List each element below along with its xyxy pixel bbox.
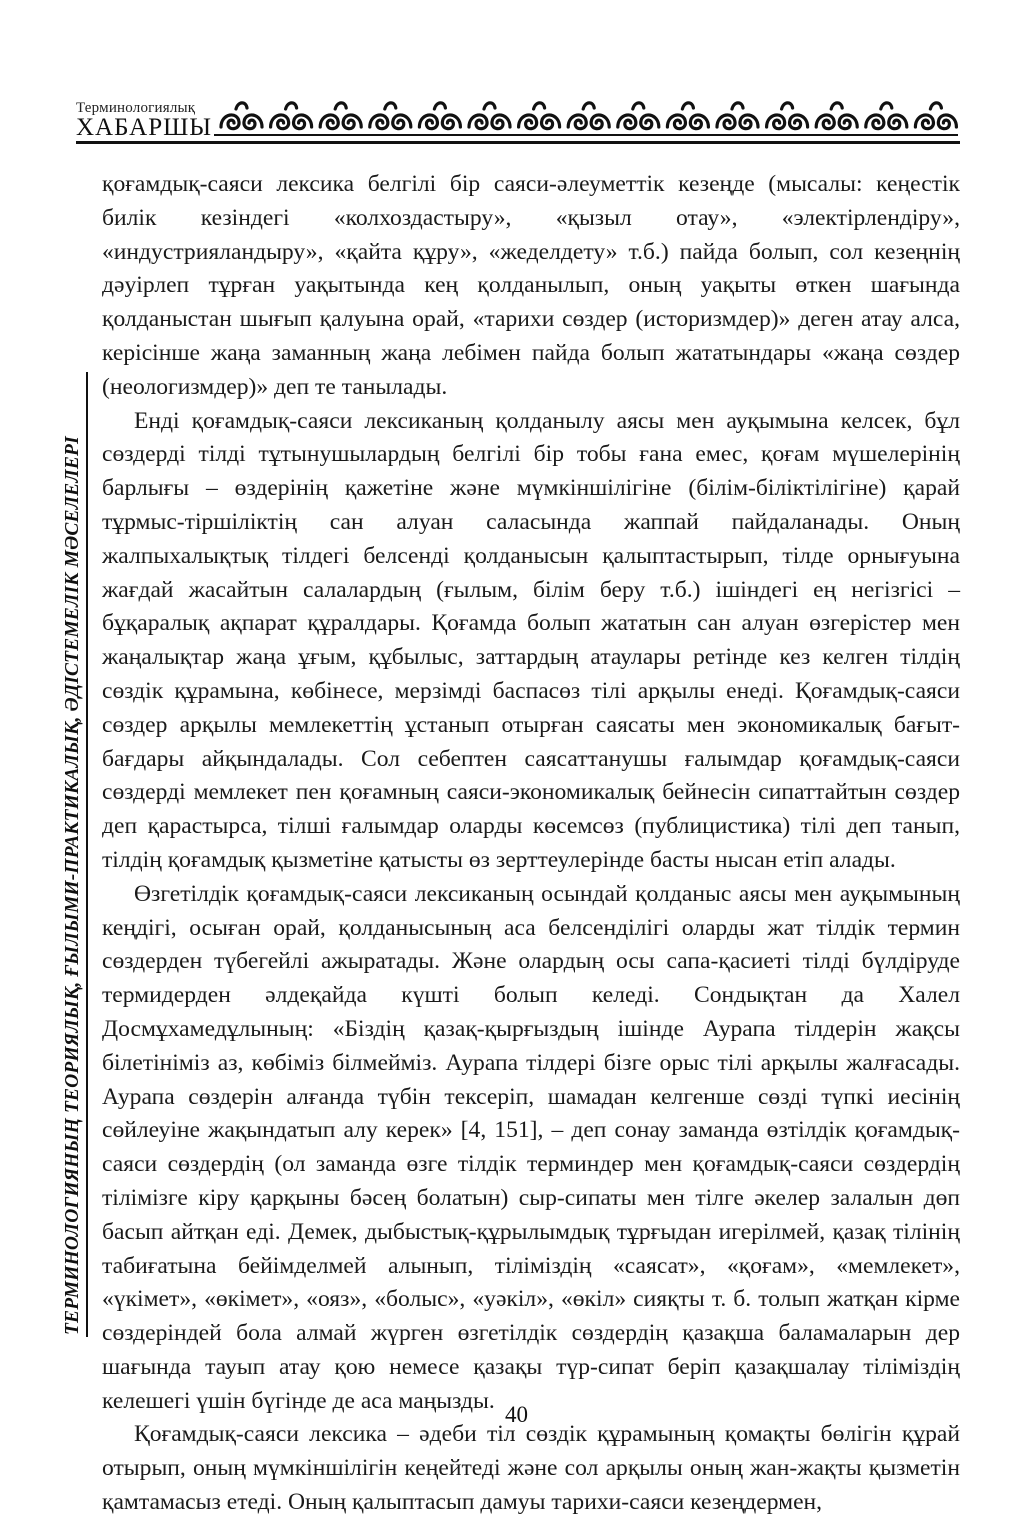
- journal-name-large: ХАБАРШЫ: [76, 114, 213, 141]
- ornament-band-icon: [214, 97, 958, 139]
- article-body: [102, 168, 960, 1520]
- header-divider: [76, 141, 960, 144]
- side-divider: [86, 372, 88, 1337]
- journal-name-small: Терминологиялық: [76, 100, 196, 116]
- paragraph: Енді қоғамдық-саяси лексиканың қолданылу аясы мен ауқымына келсек, бұл сөздерді тілді тұтынушылардың белгілі бір тобы ғана емес, қоғам мүшелерінің барлығы – өздерінің қажетіне және мүмкіншілігіне (білім-біліктілігіне) қарай тұрмыс-тіршіліктің сан алуан саласында жаппай пайдаланады. Оның жалпыхалықтық тілдегі белсенді қолданысын қалыптастырып, тілде орнығуына жағдай жасайтын салалардың (ғылым, білім беру т.б.) ішіндегі ең негізгісі – бұқаралық ақпарат құралдары. Қоғамда болып жататын сан алуан өзгерістер мен жаңалықтар жаңа ұғым, құбылыс, заттардың атаулары ретінде кез келген тілдің сөздік құрамына, көбінесе, мерзімді баспасөз тілі арқылы енеді. Қоғамдық-саяси сөздер арқылы мемлекеттің ұстанып отырған саясаты мен экономикалық бағыт-бағдары айқындалады. Сол себептен саясаттанушы ғалымдар қоғамдық-саяси сөздерді мемлекет пен қоғамның саяси-экономикалық бейнесін сипаттайтын сөздер деп қарастырса, тілші ғалымдар оларды көсемсөз (публицистика) тілі деп танып, тілдің қоғамдық қызметіне қатысты өз зерттеулерінде басты нысан етіп алады.: [102, 407, 960, 873]
- section-side-title: ТЕРМИНОЛОГИЯНЫҢ ТЕОРИЯЛЫҚ, ҒЫЛЫМИ-ПРАКТИКАЛЫҚ, ӘДІСТЕМЕЛІК МӘСЕЛЕЛЕРІ: [62, 436, 83, 1335]
- paragraph: Өзгетілдік қоғамдық-саяси лексиканың осындай қолданыс аясы мен ауқымының кеңдігі, осыған орай, қолданысының аса белсенділігі оларды жат тілдік термин сөздерден түбегейлі ажыратады. Және олардың осы сапа-қасиеті тілді бүлдіруде термидерден әлдеқайда күшті болып келеді. Сондықтан да Халел Досмұхамедұлының: «Біздің қазақ-қырғыздың ішінде Аурапа тілдерін жақсы білетініміз аз, көбіміз білмейміз. Аурапа тілдері бізге орыс тілі арқылы жалғасады. Аурапа сөздерін алғанда түбін тексеріп, шамадан келгенше сөзді түпкі иесінің сөйлеуіне жақындатып алу керек» [4, 151], – деп сонау заманда өзтілдік қоғамдық-саяси сөздердің (ол заманда өзге тілдік терминдер мен қоғамдық-саяси сөздердің тілімізге кіру қарқыны бәсең болатын) сыр-сипаты мен тілге әкелер залалын дөп басып айтқан еді. Демек, дыбыстық-құрылымдық тұрғыдан игерілмей, қазақ тілінің табиғатына бейімделмей алынып, тіліміздің «саясат», «қоғам», «мемлекет», «үкімет», «өкімет», «ояз», «болыс», «уәкіл», «өкіл» сияқты т. б. толып жатқан кірме сөздеріндей бола алмай жүрген өзгетілдік сөздердің қазақша баламаларын дер шағында тауып атау қою немесе қазақы түр-сипат беріп қазақшалау тіліміздің келешегі үшін бүгінде де аса маңызды.: [102, 880, 960, 1414]
- paragraph: Қоғамдық-саяси лексика – әдеби тіл сөздік құрамының қомақты бөлігін құрай отырып, оның мүмкіншілігін кеңейтеді және сол арқылы оның жан-жақты қызметін қамтамасыз етеді. Оның қалыптасып дамуы тарихи-саяси кезеңдермен,: [102, 1421, 960, 1516]
- paragraph: қоғамдық-саяси лексика белгілі бір саяси-әлеуметтік кезеңде (мысалы: кеңестік билік кезіндегі «колхоздастыру», «қызыл отау», «электірлендіру», «индустрияландыру», «қайта құру», «жеделдету» т.б.) пайда болып, сол кезеңнің дәуірлеп тұрған уақытында кең қолданылып, оның уақыты өткен шағында қолданыстан шығып қалуына орай, «тарихи сөздер (историзмдер)» деген атау алса, керісінше жаңа заманның жаңа лебімен пайда болып жататындары «жаңа сөздер (неологизмдер)» деп те танылады.: [102, 171, 960, 400]
- page-number: 40: [505, 1402, 528, 1427]
